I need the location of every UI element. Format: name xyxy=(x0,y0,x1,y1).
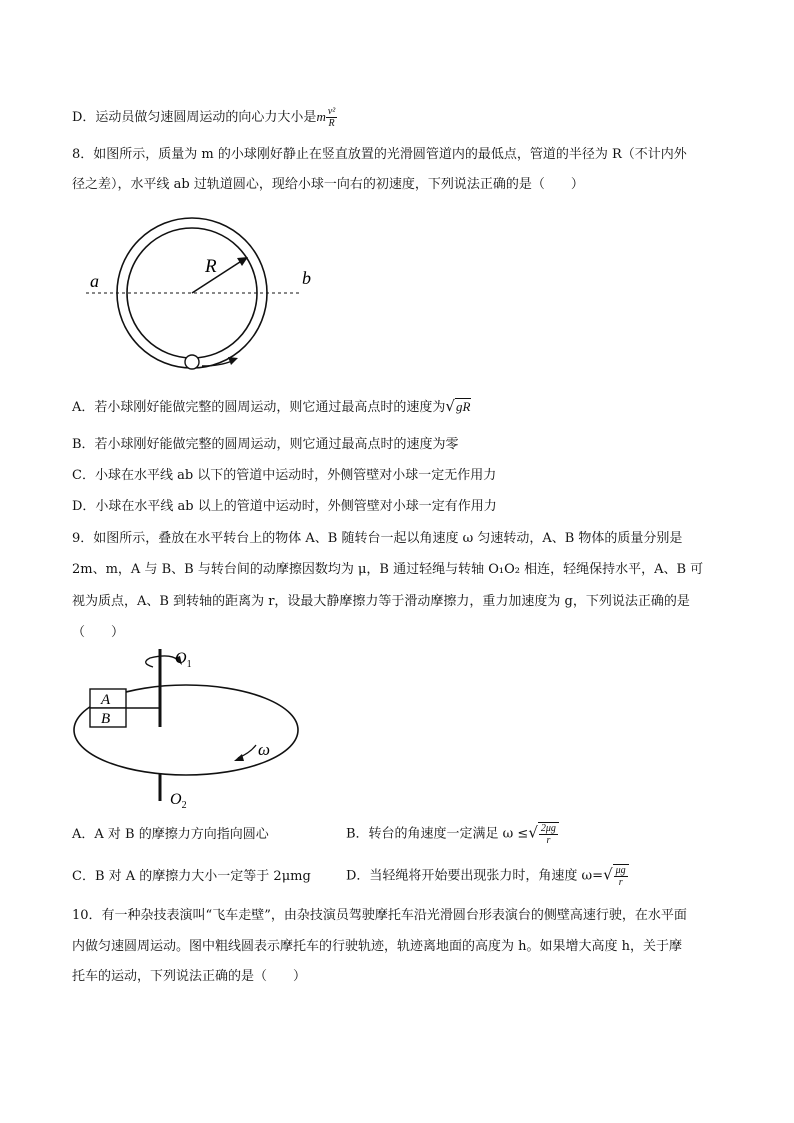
q8-stem-line1: 8．如图所示，质量为 m 的小球刚好静止在竖直放置的光滑圆管道内的最低点，管道的半径为 R（不计内外 xyxy=(72,147,687,162)
q9-stem-line2: 2m、m，A 与 B、B 与转台间的动摩擦因数均为 μ，B 通过轻绳与转轴 O₁O₂ 相连，轻绳保持水平，A、B 可 xyxy=(72,562,704,577)
q7-option-d: D．运动员做匀速圆周运动的向心力大小是m $\frac{\text{v²}}{R}$ xyxy=(72,106,336,129)
q9-option-c: C．B 对 A 的摩擦力大小一定等于 2μmg xyxy=(72,869,311,884)
q9-option-b: B．转台的角速度一定满足 ω ≤√ $\frac{2\mu g}{r}$ xyxy=(346,822,559,846)
q8-option-a: A．若小球刚好能做完整的圆周运动，则它通过最高点时的速度为√gR xyxy=(72,397,471,415)
label-O1: $O_1$ xyxy=(175,650,192,670)
velocity-arrowhead xyxy=(228,357,238,365)
fraction: $\frac{\text{v²}}{R}$ xyxy=(327,106,336,129)
q9-option-a: A．A 对 B 的摩擦力方向指向圆心 xyxy=(72,827,269,842)
label-O2: $O_2$ xyxy=(170,791,187,811)
q9-stem-line3: 视为质点，A、B 到转轴的距离为 r，设最大静摩擦力等于滑动摩擦力，重力加速度为 g，下列说法正确的是 xyxy=(72,594,690,609)
q9-option-d: D．当轻绳将开始要出现张力时，角速度 ω=√ $\frac{\mu g}{r}$ xyxy=(346,864,629,888)
radius-arrowhead xyxy=(237,257,248,266)
ball xyxy=(185,355,199,369)
q10-stem-line3: 托车的运动，下列说法正确的是（ ） xyxy=(72,969,307,984)
label-B: B xyxy=(101,711,111,727)
label-omega: ω xyxy=(258,740,271,759)
label-a: a xyxy=(90,271,99,291)
q8-option-b: B．若小球刚好能做完整的圆周运动，则它通过最高点时的速度为零 xyxy=(72,437,459,452)
q9-stem-line1: 9．如图所示，叠放在水平转台上的物体 A、B 随转台一起以角速度 ω 匀速转动，A、B 物体的质量分别是 xyxy=(72,531,683,546)
label-A: A xyxy=(101,692,111,708)
omega-arrowhead xyxy=(234,754,244,761)
q9-figure-turntable xyxy=(70,645,330,815)
q10-stem-line1: 10．有一种杂技表演叫“飞车走壁”，由杂技演员驾驶摩托车沿光滑圆台形表演台的侧壁高速行驶，在水平面 xyxy=(72,908,687,923)
label-b: b xyxy=(302,268,311,288)
rotation-arrow-top xyxy=(146,656,178,667)
q10-stem-line2: 内做匀速圆周运动。图中粗线圆表示摩托车的行驶轨迹，轨迹离地面的高度为 h。如果增大高度 h，关于摩 xyxy=(72,939,683,954)
q8-option-c: C．小球在水平线 ab 以下的管道中运动时，外侧管壁对小球一定无作用力 xyxy=(72,468,497,483)
q8-option-d: D．小球在水平线 ab 以上的管道中运动时，外侧管壁对小球一定有作用力 xyxy=(72,499,497,514)
q8-figure-ring xyxy=(80,210,320,380)
radius-arrow xyxy=(192,260,243,293)
label-R: R xyxy=(205,256,217,277)
q9-stem-line4: （ ） xyxy=(72,625,125,640)
q8-stem-line2: 径之差），水平线 ab 过轨道圆心，现给小球一向右的初速度，下列说法正确的是（ ） xyxy=(72,177,584,192)
